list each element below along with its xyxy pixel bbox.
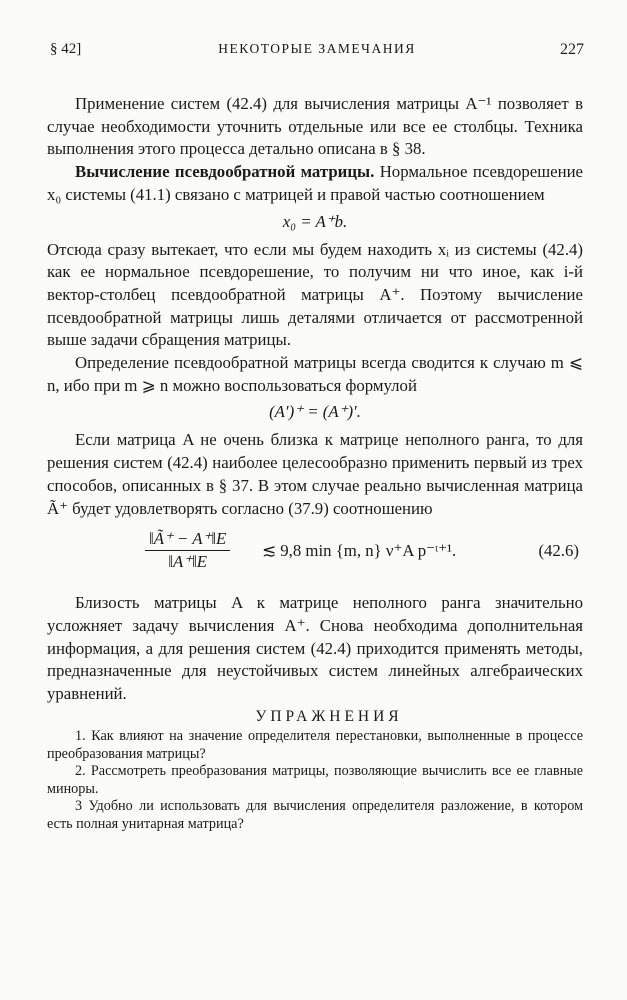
paragraph-consequence: Отсюда сразу вытекает, что если мы будем находить xᵢ из системы (42.4) как ее нормальное псевдорешение, то получим ни что иное, как i-й вектор-столбец псевдообратной матрицы A⁺. Поэтому вычисление псевдообратной матрицы лишь деталями отличается от рассмотренной выше задачи сбращения матрицы. xyxy=(47,239,583,350)
formula-error-bound xyxy=(47,528,583,582)
fraction-denominator: ‖A⁺‖E xyxy=(168,552,208,572)
page-number: 227 xyxy=(560,41,584,58)
paragraph-text: Нормальное псевдорешение x₀ системы (41.1) связано с матрицей и правой частью соотношением xyxy=(47,162,583,204)
fraction xyxy=(145,528,230,573)
paragraph-definition: Определение псевдообратной матрицы всегда сводится к случаю m ⩽ n, ибо при m ⩾ n можно воспользоваться формулой xyxy=(47,353,583,395)
fraction-numerator: ‖Ã⁺ − A⁺‖E xyxy=(145,528,230,551)
section-marker: § 42] xyxy=(50,41,82,57)
formula-transpose: (A′)⁺ = (A⁺)′. xyxy=(269,402,361,422)
formula-pseudosolution: x₀ = A⁺b. xyxy=(282,211,348,231)
exercise-item: 2. Рассмотреть преобразования матрицы, позволяющие вычислить все ее главные миноры. xyxy=(47,763,583,797)
paragraph-proximity: Близость матрицы A к матрице неполного ранга значительно усложняет задачу вычисления A⁺. Снова необходима дополнительная информация, а для решения систем (42.4) приходится применять методы, предназначенные для неустойчивых систем линейных алгебраических уравнений. xyxy=(47,593,583,704)
formula-rhs: ≲ 9,8 min {m, n} ν⁺A p⁻ᵗ⁺¹. xyxy=(262,541,457,561)
bold-heading: Вычисление псевдообратной матрицы. xyxy=(75,162,375,182)
equation-number: (42.6) xyxy=(538,541,579,561)
paragraph-rank: Если матрица A не очень близка к матрице неполного ранга, то для решения систем (42.4) наиболее целесообразно применить первый из трех способов, описанных в § 37. В этом случае реально вычисленная матрица Ã⁺ будет удовлетворять согласно (37.9) соотношению xyxy=(47,430,583,518)
page-header xyxy=(50,41,584,63)
exercise-item: 3 Удобно ли использовать для вычисления определителя разложение, в котором есть полная унитарная матрица? xyxy=(47,798,583,832)
running-title: НЕКОТОРЫЕ ЗАМЕЧАНИЯ xyxy=(218,41,416,56)
paragraph-inverse-matrix: Применение систем (42.4) для вычисления матрицы A⁻¹ позволяет в случае необходимости уточнить отдельные или все ее столбцы. Техника выполнения этого процесса детально описана в § 38. xyxy=(47,94,583,159)
paragraph-pseudoinverse-intro xyxy=(47,161,583,206)
exercises-list xyxy=(47,728,583,832)
page-body xyxy=(47,93,583,833)
exercise-item: 1. Как влияют на значение определителя перестановки, выполненные в процессе преобразования матрицы? xyxy=(47,728,583,762)
exercises-title: УПРАЖНЕНИЯ xyxy=(255,707,403,725)
